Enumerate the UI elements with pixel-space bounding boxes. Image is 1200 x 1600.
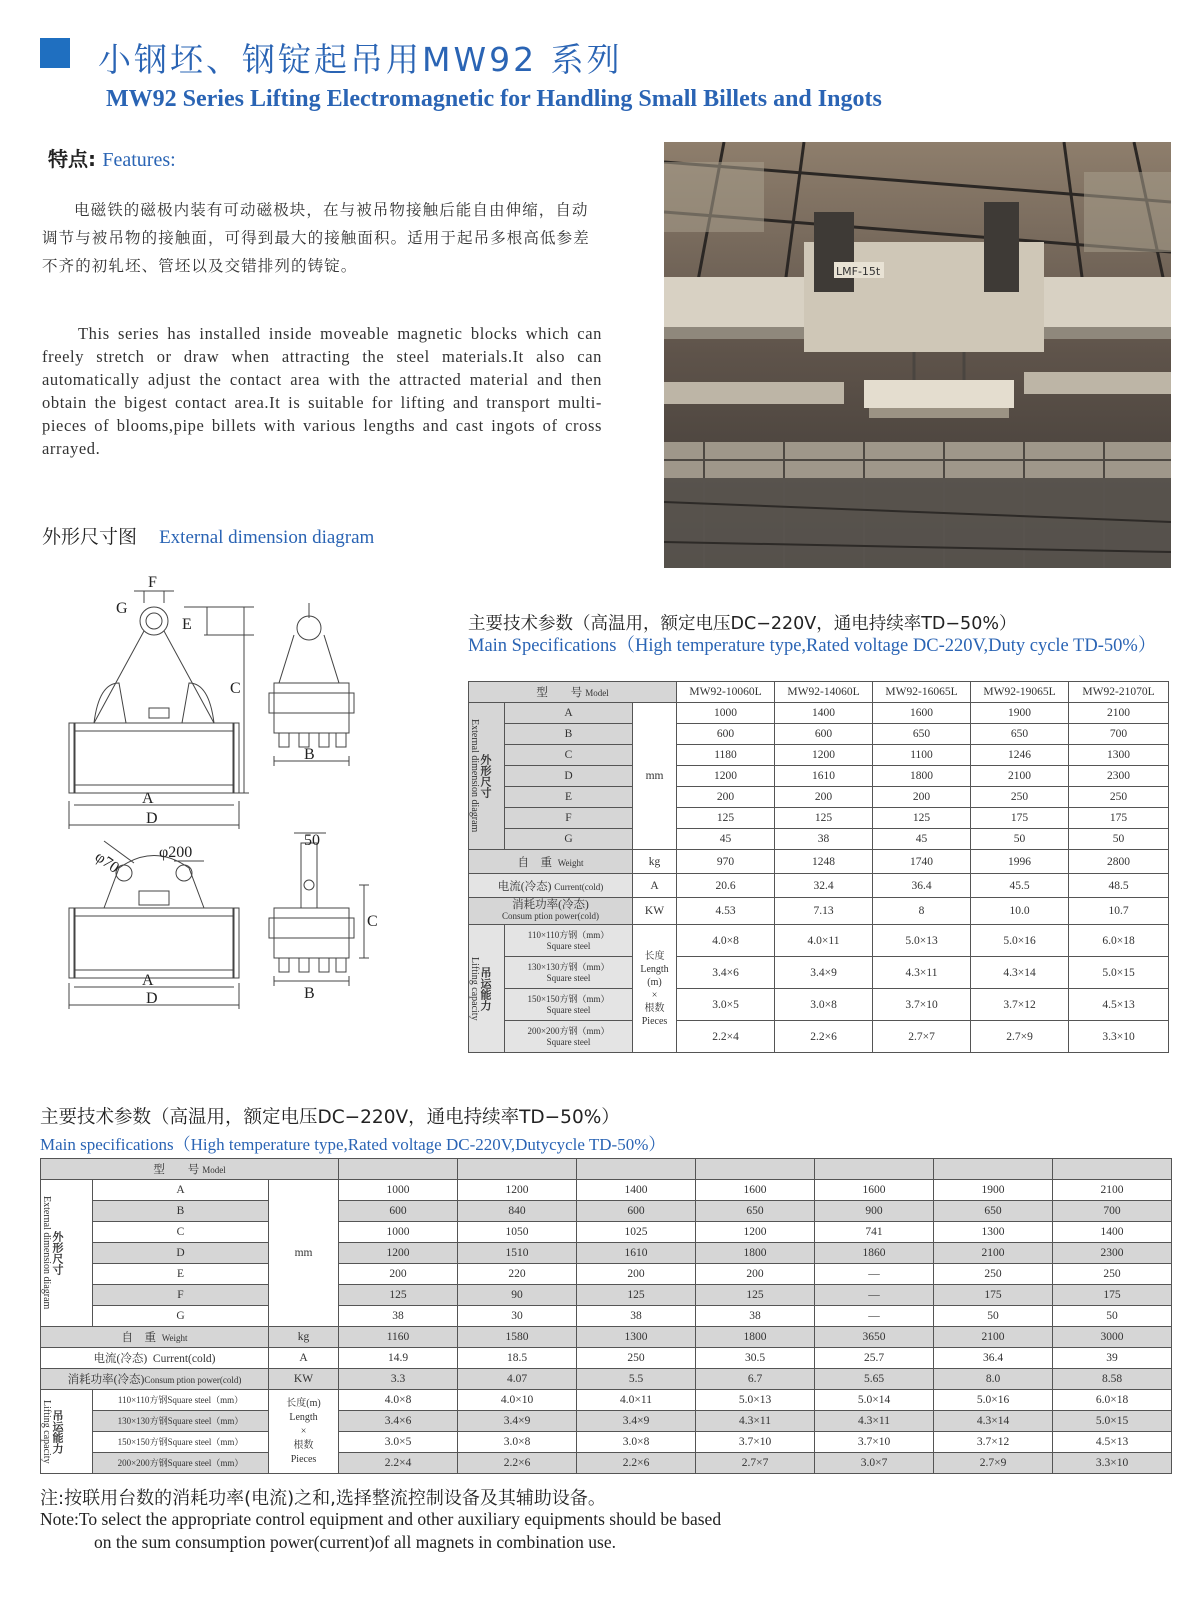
table-cell: 2300 (1069, 766, 1169, 787)
table-cell: 2.7×9 (934, 1453, 1053, 1474)
table-cell: 2.2×4 (339, 1453, 458, 1474)
table-cell: 200 (677, 787, 775, 808)
dim-name: D (93, 1243, 269, 1264)
dim-name: F (505, 808, 633, 829)
table-cell: 1400 (577, 1180, 696, 1201)
photo-magnet-label: LMF-15t (836, 265, 881, 278)
table-cell: 2.2×6 (577, 1453, 696, 1474)
table-cell: 1025 (577, 1222, 696, 1243)
table-cell: 1600 (873, 703, 971, 724)
label-B: B (304, 746, 315, 763)
spec2-heading-en: Main specifications（High temperature type,Rated voltage DC-220V,Dutycycle TD-50%） (40, 1135, 666, 1154)
table-cell: 4.3×14 (934, 1411, 1053, 1432)
current-label: 电流(冷态) Current(cold) (41, 1348, 269, 1369)
table-cell: 5.0×15 (1053, 1411, 1172, 1432)
weight-label: 自 重 Weight (469, 850, 633, 874)
lifting-name: 150×150方钢（mm） Square steel (505, 989, 633, 1021)
model-cell: MW92-16065L (873, 682, 971, 703)
table-cell: 8.58 (1053, 1369, 1172, 1390)
table-cell: 650 (971, 724, 1069, 745)
spec-table-2 (40, 1158, 1172, 1474)
model-cell: MW92-21070L (1069, 682, 1169, 703)
table-cell: 1000 (677, 703, 775, 724)
table-cell: 2.7×7 (696, 1453, 815, 1474)
table-cell: 250 (1069, 787, 1169, 808)
dim-name: B (505, 724, 633, 745)
lifting-name: 130×130方钢Square steel（mm） (93, 1411, 269, 1432)
table-cell: 90 (458, 1285, 577, 1306)
label-G: G (116, 600, 128, 617)
table-cell: 650 (934, 1201, 1053, 1222)
table-cell: 3650 (815, 1327, 934, 1348)
table-cell: 1996 (971, 850, 1069, 874)
table-cell: 5.5 (577, 1369, 696, 1390)
lifting-name: 110×110方钢（mm） Square steel (505, 925, 633, 957)
dimension-diagram-heading (42, 522, 374, 549)
features-text-cn: 电磁铁的磁极内装有可动磁极块，在与被吊物接触后能自由伸缩，自动调节与被吊物的接触面，可得到最大的接触面积。适用于起吊多根高低参差不齐的初轧坯、管坯以及交错排列的铸锭。 (42, 201, 590, 275)
table-cell: 50 (934, 1306, 1053, 1327)
table-cell: 1600 (815, 1180, 934, 1201)
table-cell: 200 (577, 1264, 696, 1285)
lifting-group-label: 吊运能力 Lifting capacity (41, 1390, 93, 1474)
model-label: 型 号 Model (41, 1159, 339, 1180)
model-cell (577, 1159, 696, 1180)
table-cell: 3.4×9 (775, 957, 873, 989)
page-title-en: MW92 Series Lifting Electromagnetic for Handling Small Billets and Ingots (106, 86, 882, 112)
dim-name: E (93, 1264, 269, 1285)
dim-name: A (505, 703, 633, 724)
table-cell: 700 (1069, 724, 1169, 745)
spec1-heading-cn: 主要技术参数（高温用，额定电压DC−220V，通电持续率TD−50%） (468, 614, 1017, 634)
table-cell: 125 (696, 1285, 815, 1306)
features-text-en: This series has installed inside moveable magnetic blocks which can freely stretch or draw when attracting the steel materials.It also can automatically adjust the contact area with the attracted material and then obtain the bigest contact area.It is suitable for lifting and transport multi-pieces of blooms,pipe billets with various lengths and cast ingots of cross arrayed. (42, 324, 602, 458)
table-cell: 2300 (1053, 1243, 1172, 1264)
title-square-icon (40, 38, 70, 68)
table-cell: 840 (458, 1201, 577, 1222)
table-cell: 30 (458, 1306, 577, 1327)
table-cell: 3.0×8 (577, 1432, 696, 1453)
features-heading-en: Features: (102, 149, 176, 171)
lifting-name: 150×150方钢Square steel（mm） (93, 1432, 269, 1453)
table-cell: 125 (677, 808, 775, 829)
dim-name: G (93, 1306, 269, 1327)
table-cell: 1510 (458, 1243, 577, 1264)
table-cell: 4.0×8 (677, 925, 775, 957)
model-cell (696, 1159, 815, 1180)
table-cell: 1610 (577, 1243, 696, 1264)
dim-name: C (93, 1222, 269, 1243)
table-cell: 3.4×6 (677, 957, 775, 989)
table-cell: 18.5 (458, 1348, 577, 1369)
crane-magnet-photo (664, 142, 1171, 568)
table-cell: 3.7×12 (971, 989, 1069, 1021)
table-cell: 1248 (775, 850, 873, 874)
model-cell (339, 1159, 458, 1180)
table-cell: 200 (873, 787, 971, 808)
model-label: 型 号 Model (469, 682, 677, 703)
power-unit: KW (269, 1369, 339, 1390)
dim-group-label: 外形尺寸 External dimension diagram (41, 1180, 93, 1327)
table-cell: 38 (577, 1306, 696, 1327)
dimension-drawing-svg (64, 573, 419, 1033)
lifting-group-label: 吊运能力 Lifting capacity (469, 925, 505, 1053)
dim-name: B (93, 1201, 269, 1222)
current-unit: A (633, 874, 677, 898)
note-en-line1: Note:To select the appropriate control equipment and other auxiliary equipments should be based (40, 1509, 722, 1529)
table-cell: 36.4 (873, 874, 971, 898)
table-cell: 1900 (971, 703, 1069, 724)
table-cell: 2800 (1069, 850, 1169, 874)
lifting-unit: 长度(m) Length × 根数 Pieces (269, 1390, 339, 1474)
table-cell: 4.53 (677, 898, 775, 925)
table-cell: 10.7 (1069, 898, 1169, 925)
table-cell: 39 (1053, 1348, 1172, 1369)
table-cell: 3.0×8 (458, 1432, 577, 1453)
dim-unit: mm (633, 703, 677, 850)
table-cell: 125 (339, 1285, 458, 1306)
table-cell: 600 (775, 724, 873, 745)
lifting-name: 130×130方钢（mm） Square steel (505, 957, 633, 989)
features-heading (48, 143, 176, 172)
table-cell: 20.6 (677, 874, 775, 898)
spec2-heading-cn: 主要技术参数（高温用，额定电压DC−220V，通电持续率TD−50%） (40, 1107, 620, 1128)
table-cell: 175 (934, 1285, 1053, 1306)
table-cell: 3.4×6 (339, 1411, 458, 1432)
table-cell: 36.4 (934, 1348, 1053, 1369)
lifting-name: 200×200方钢（mm） Square steel (505, 1021, 633, 1053)
table-cell: 1160 (339, 1327, 458, 1348)
table-cell: 8.0 (934, 1369, 1053, 1390)
table-cell: 175 (1069, 808, 1169, 829)
table-cell: 3.7×10 (873, 989, 971, 1021)
spec1-heading-en: Main Specifications（High temperature type,Rated voltage DC-220V,Duty cycle TD-50%） (468, 636, 1157, 656)
features-heading-cn: 特点: (48, 147, 96, 171)
table-cell: 3.3×10 (1069, 1021, 1169, 1053)
table-cell: 900 (815, 1201, 934, 1222)
dimension-heading-cn: 外形尺寸图 (42, 526, 138, 548)
dim-name: C (505, 745, 633, 766)
dimension-heading-en: External dimension diagram (159, 527, 375, 548)
table-cell: 38 (696, 1306, 815, 1327)
label-B-lower: B (304, 985, 315, 1002)
table-cell: 1400 (775, 703, 873, 724)
table-cell: 175 (1053, 1285, 1172, 1306)
table-cell: 1000 (339, 1180, 458, 1201)
table-cell: 2.2×6 (458, 1453, 577, 1474)
table-cell: 1300 (577, 1327, 696, 1348)
table-cell: 1200 (775, 745, 873, 766)
table-cell: 600 (339, 1201, 458, 1222)
table-cell: 6.0×18 (1069, 925, 1169, 957)
table-cell: 4.3×14 (971, 957, 1069, 989)
dim-unit: mm (269, 1180, 339, 1327)
table-cell: 650 (873, 724, 971, 745)
power-label: 消耗功率(冷态) Consum ption power(cold) (469, 898, 633, 925)
lifting-unit: 长度 Length (m) × 根数 Pieces (633, 925, 677, 1053)
table-cell: 5.0×16 (971, 925, 1069, 957)
table-cell: 1200 (696, 1222, 815, 1243)
label-50: 50 (304, 832, 320, 849)
table-cell: 1600 (696, 1180, 815, 1201)
table-cell: 125 (873, 808, 971, 829)
table-cell: 1860 (815, 1243, 934, 1264)
table-cell: 3.7×12 (934, 1432, 1053, 1453)
table-cell: 2.2×6 (775, 1021, 873, 1053)
label-A: A (142, 790, 154, 807)
label-D-lower: D (146, 990, 158, 1007)
table-cell: 741 (815, 1222, 934, 1243)
dim-name: F (93, 1285, 269, 1306)
table-cell: 220 (458, 1264, 577, 1285)
table-cell: 1100 (873, 745, 971, 766)
table-cell: 2100 (934, 1243, 1053, 1264)
table-cell: 1200 (339, 1243, 458, 1264)
dim-name: A (93, 1180, 269, 1201)
dim-name: D (505, 766, 633, 787)
table-cell: 1610 (775, 766, 873, 787)
table-cell: 3.4×9 (458, 1411, 577, 1432)
table-cell: — (815, 1306, 934, 1327)
lifting-name: 110×110方钢Square steel（mm） (93, 1390, 269, 1411)
table-cell: 250 (577, 1348, 696, 1369)
table-cell: 1246 (971, 745, 1069, 766)
weight-unit: kg (633, 850, 677, 874)
table-cell: 7.13 (775, 898, 873, 925)
table-cell: 1200 (677, 766, 775, 787)
table-cell: 600 (577, 1201, 696, 1222)
table-cell: 45.5 (971, 874, 1069, 898)
table-cell: 5.0×13 (696, 1390, 815, 1411)
model-cell (458, 1159, 577, 1180)
page-title-cn: 小钢坯、钢锭起吊用MW92 系列 (98, 40, 623, 79)
table-cell: 4.5×13 (1069, 989, 1169, 1021)
dim-name: G (505, 829, 633, 850)
table-cell: 3000 (1053, 1327, 1172, 1348)
dimension-drawing (64, 573, 419, 1033)
table-cell: 600 (677, 724, 775, 745)
table-cell: 3.0×5 (677, 989, 775, 1021)
table-cell: 5.0×16 (934, 1390, 1053, 1411)
model-cell: MW92-10060L (677, 682, 775, 703)
table-cell: 5.0×15 (1069, 957, 1169, 989)
current-unit: A (269, 1348, 339, 1369)
table-cell: 250 (934, 1264, 1053, 1285)
note-cn: 注:按联用台数的消耗功率(电流)之和,选择整流控制设备及其辅助设备。 (40, 1488, 606, 1509)
table-cell: 2100 (934, 1327, 1053, 1348)
table-cell: 25.7 (815, 1348, 934, 1369)
table-cell: 4.3×11 (696, 1411, 815, 1432)
table-cell: 38 (339, 1306, 458, 1327)
table-cell: 3.0×7 (815, 1453, 934, 1474)
table-cell: 1300 (1069, 745, 1169, 766)
label-phi70: φ70 (91, 848, 123, 877)
table-cell: 3.3 (339, 1369, 458, 1390)
table-cell: 3.0×5 (339, 1432, 458, 1453)
table-cell: 125 (577, 1285, 696, 1306)
table-cell: 3.7×10 (696, 1432, 815, 1453)
table-cell: 250 (1053, 1264, 1172, 1285)
table-cell: 1900 (934, 1180, 1053, 1201)
table-cell: — (815, 1285, 934, 1306)
table-cell: 200 (339, 1264, 458, 1285)
power-unit: KW (633, 898, 677, 925)
crane-magnet-photo-svg (664, 142, 1171, 568)
table-cell: 4.0×11 (775, 925, 873, 957)
table-cell: 4.5×13 (1053, 1432, 1172, 1453)
table-cell: 1800 (696, 1327, 815, 1348)
table-cell: 970 (677, 850, 775, 874)
table-cell: 2.2×4 (677, 1021, 775, 1053)
table-cell: 3.3×10 (1053, 1453, 1172, 1474)
spec-table-1 (468, 681, 1169, 1053)
table-cell: 175 (971, 808, 1069, 829)
table-cell: 32.4 (775, 874, 873, 898)
model-cell: MW92-14060L (775, 682, 873, 703)
table-cell: 50 (1053, 1306, 1172, 1327)
table-cell: 6.7 (696, 1369, 815, 1390)
table-cell: 4.0×10 (458, 1390, 577, 1411)
table-cell: 8 (873, 898, 971, 925)
table-cell: 1180 (677, 745, 775, 766)
label-A-lower: A (142, 972, 154, 989)
model-cell (934, 1159, 1053, 1180)
lifting-name: 200×200方钢Square steel（mm） (93, 1453, 269, 1474)
note-en-line2: on the sum consumption power(current)of all magnets in combination use. (94, 1532, 616, 1552)
table-cell: 3.7×10 (815, 1432, 934, 1453)
table-cell: 1800 (873, 766, 971, 787)
table-cell: 200 (696, 1264, 815, 1285)
table-cell: 4.07 (458, 1369, 577, 1390)
table-cell: 200 (775, 787, 873, 808)
table-cell: 48.5 (1069, 874, 1169, 898)
table-cell: 1200 (458, 1180, 577, 1201)
table-cell: 6.0×18 (1053, 1390, 1172, 1411)
table-cell: 30.5 (696, 1348, 815, 1369)
label-D: D (146, 810, 158, 827)
table-cell: 10.0 (971, 898, 1069, 925)
table-cell: 1580 (458, 1327, 577, 1348)
table-cell: 45 (677, 829, 775, 850)
label-phi200: φ200 (159, 844, 193, 861)
table-cell: 650 (696, 1201, 815, 1222)
table-cell: 5.0×14 (815, 1390, 934, 1411)
model-cell: MW92-19065L (971, 682, 1069, 703)
table-cell: 45 (873, 829, 971, 850)
table-cell: 1740 (873, 850, 971, 874)
table-cell: 2100 (971, 766, 1069, 787)
table-cell: 700 (1053, 1201, 1172, 1222)
label-C-lower: C (367, 913, 378, 930)
table-cell: 2.7×7 (873, 1021, 971, 1053)
table-cell: 14.9 (339, 1348, 458, 1369)
table-cell: 1400 (1053, 1222, 1172, 1243)
power-label: 消耗功率(冷态)Consum ption power(cold) (41, 1369, 269, 1390)
table-cell: 50 (971, 829, 1069, 850)
current-label: 电流(冷态) Current(cold) (469, 874, 633, 898)
table-cell: 4.0×8 (339, 1390, 458, 1411)
table-cell: 125 (775, 808, 873, 829)
dim-name: E (505, 787, 633, 808)
table-cell: 2100 (1053, 1180, 1172, 1201)
table-cell: 2100 (1069, 703, 1169, 724)
table-cell: 250 (971, 787, 1069, 808)
table-cell: 5.0×13 (873, 925, 971, 957)
dim-group-label: 外形尺寸 External dimension diagram (469, 703, 505, 850)
table-cell: 1050 (458, 1222, 577, 1243)
table-cell: — (815, 1264, 934, 1285)
table-cell: 5.65 (815, 1369, 934, 1390)
model-cell (1053, 1159, 1172, 1180)
table-cell: 50 (1069, 829, 1169, 850)
table-cell: 38 (775, 829, 873, 850)
label-C: C (230, 680, 241, 697)
weight-label: 自 重 Weight (41, 1327, 269, 1348)
table-cell: 2.7×9 (971, 1021, 1069, 1053)
model-cell (815, 1159, 934, 1180)
table-cell: 4.3×11 (815, 1411, 934, 1432)
table-cell: 3.0×8 (775, 989, 873, 1021)
table-cell: 1300 (934, 1222, 1053, 1243)
label-F: F (148, 574, 157, 591)
table-cell: 4.0×11 (577, 1390, 696, 1411)
table-cell: 3.4×9 (577, 1411, 696, 1432)
table-cell: 4.3×11 (873, 957, 971, 989)
table-cell: 1800 (696, 1243, 815, 1264)
table-cell: 1000 (339, 1222, 458, 1243)
weight-unit: kg (269, 1327, 339, 1348)
label-E: E (182, 616, 192, 633)
